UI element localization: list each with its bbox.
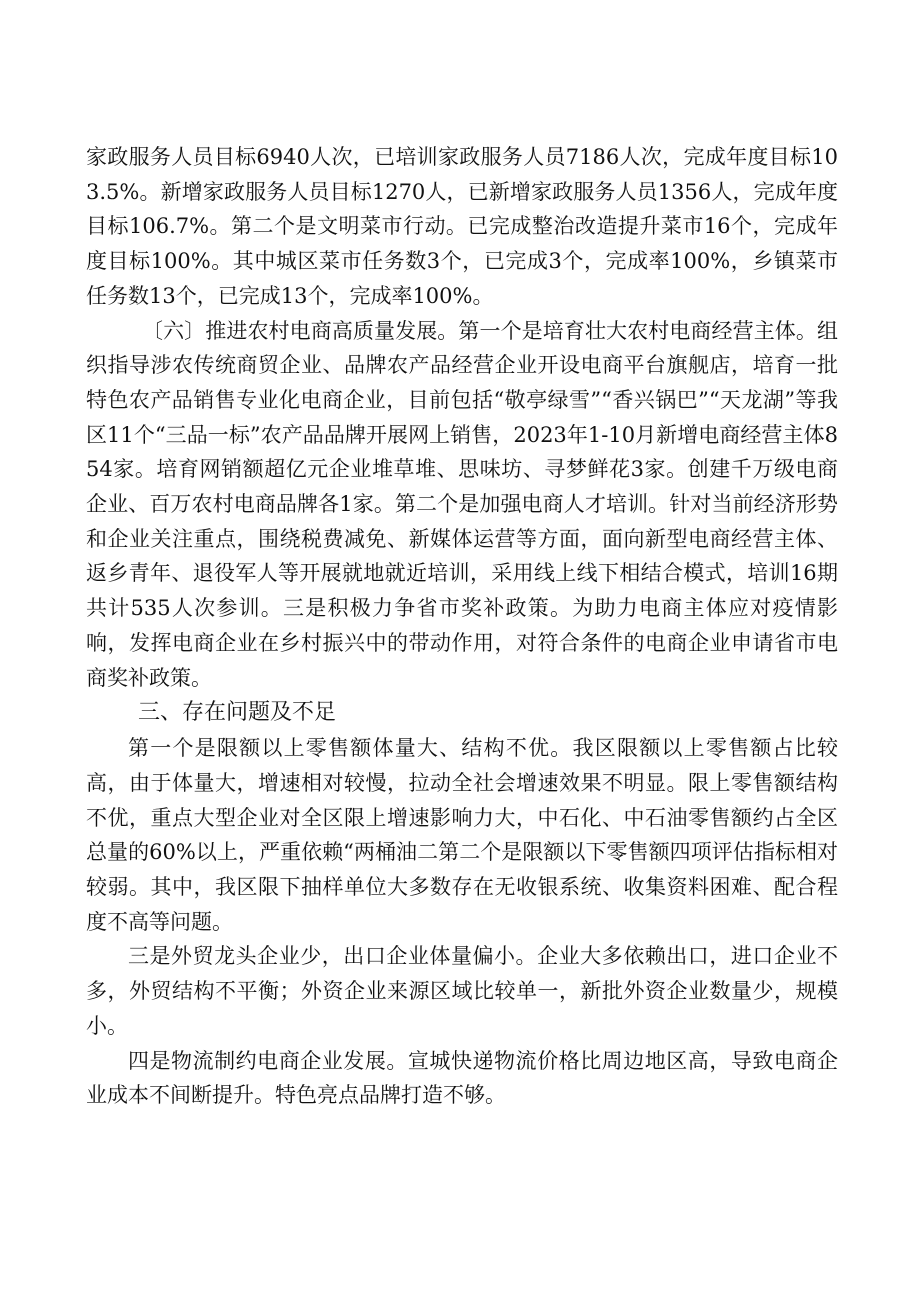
paragraph-logistics-issues: 四是物流制约电商企业发展。宣城快递物流价格比周边地区高，导致电商企业成本不间断提升。特色亮点品牌打造不够。 bbox=[86, 1048, 838, 1108]
paragraph-rural-ecommerce: 〔六〕推进农村电商高质量发展。第一个是培育壮大农村电商经营主体。组织指导涉农传统商贸企业、品牌农产品经营企业开设电商平台旗舰店，培育一批特色农产品销售专业化电商企业，目前包括“敬亭绿雪”“香兴锅巴”“天龙湖”等我区11个“三品一标”农产品品牌开展网上销售，2023年1-10月新增电商经营主体854家。培育网销额超亿元企业堆草堆、思味坊、寻梦鲜花3家。创建千万级电商企业、百万农村电商品牌各1家。第二个是加强电商人才培训。针对当前经济形势和企业关注重点，围绕税费减免、新媒体运营等方面，面向新型电商经营主体、返乡青年、退役军人等开展就地就近培训，采用线上线下相结合模式，培训16期共计535人次参训。三是积极力争省市奖补政策。为助力电商主体应对疫情影响，发挥电商企业在乡村振兴中的带动作用，对符合条件的电商企业申请省市电商奖补政策。 bbox=[86, 318, 838, 690]
paragraph-retail-issues: 第一个是限额以上零售额体量大、结构不优。我区限额以上零售额占比较高，由于体量大，增速相对较慢，拉动全社会增速效果不明显。限上零售额结构不优，重点大型企业对全区限上增速影响力大，中石化、中石油零售额约占全区总量的60%以上，严重依赖“两桶油二第二个是限额以下零售额四项评估指标相对较弱。其中，我区限下抽样单位大多数存在无收银系统、收集资料困难、配合程度不高等问题。 bbox=[86, 736, 838, 934]
paragraph-foreign-trade-issues: 三是外贸龙头企业少，出口企业体量偏小。企业大多依赖出口，进口企业不多，外贸结构不平衡；外资企业来源区域比较单一，新批外资企业数量少，规模小。 bbox=[86, 944, 838, 1038]
section-heading: 三、存在问题及不足 bbox=[138, 700, 337, 726]
paragraph-household-and-market: 家政服务人员目标6940人次，已培训家政服务人员7186人次，完成年度目标103.5%。新增家政服务人员目标1270人，已新增家政服务人员1356人，完成年度目标106.7%。第二个是文明菜市行动。已完成整治改造提升菜市16个，完成年度目标100%。其中城区菜市任务数3个，已完成3个，完成率100%，乡镇菜市任务数13个，已完成13个，完成率100%。 bbox=[86, 145, 838, 308]
document-page bbox=[86, 140, 838, 1113]
